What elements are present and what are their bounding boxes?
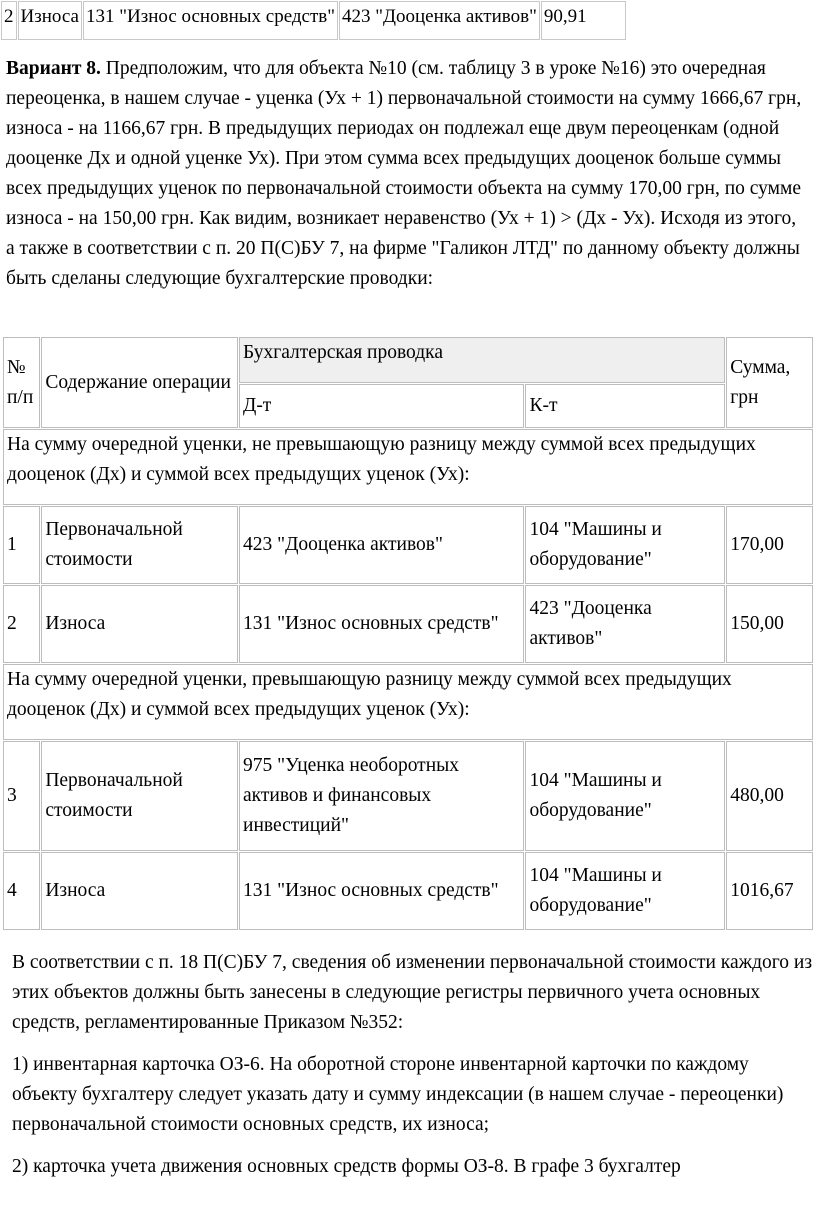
section-row (3, 664, 813, 740)
amount-cell: 90,91 (541, 1, 626, 40)
debit-cell: 131 "Износ основных средств" (83, 1, 338, 40)
outro-section (6, 948, 816, 1194)
intro-text: Предположим, что для объекта №10 (см. таблицу 3 в уроке №16) это очередная переоценка, в нашем случае - уценка (Ух + 1) первоначальной стоимости на сумму 1666,67 грн, износа - на 1166,67 грн. В предыдущих периодах он подлежал еще двум переоценкам (одной дооценке Дх и одной уценке Ух). При этом сумма всех предыдущих дооценок больше суммы всех предыдущих уценок по первоначальной стоимости объекта на сумму 170,00 грн, по сумме износа - на 150,00 грн. Как видим, возникает неравенство (Ух + 1) > (Дх - Ух). Исходя из этого, а также в соответствии с п. 20 П(С)БУ 7, на фирме "Галикон ЛТД" по данному объекту должны быть сделаны следующие бухгалтерские проводки: (6, 58, 802, 289)
row-credit: 423 "Дооценка активов" (525, 585, 725, 663)
row-amount: 170,00 (726, 506, 813, 584)
table-row (3, 506, 813, 584)
row-number-cell: 2 (1, 1, 17, 40)
row-credit: 104 "Машины и оборудование" (525, 852, 725, 930)
row-amount: 150,00 (726, 585, 813, 663)
header-amount: Сумма, грн (726, 337, 813, 428)
row-credit: 104 "Машины и оборудование" (525, 741, 725, 851)
outro-paragraph-2: 1) инвентарная карточка ОЗ-6. На оборотной стороне инвентарной карточки по каждому объекту бухгалтеру следует указать дату и сумму индексации (в нашем случае - переоценки) первоначальной стоимости основных средств, их износа; (12, 1054, 784, 1135)
row-debit: 975 "Уценка необоротных активов и финансовых инвестиций" (239, 741, 524, 851)
table-row (3, 585, 813, 663)
outro-paragraph-3: 2) карточка учета движения основных средств формы ОЗ-8. В графе 3 бухгалтер (12, 1156, 681, 1177)
row-amount: 1016,67 (726, 852, 813, 930)
row-content: Износа (41, 852, 238, 930)
header-content: Содержание операции (41, 337, 238, 428)
section-row (3, 429, 813, 505)
header-num: № п/п (3, 337, 40, 428)
entries-table (2, 336, 814, 931)
row-amount: 480,00 (726, 741, 813, 851)
row-debit: 423 "Дооценка активов" (239, 506, 524, 584)
row-num: 2 (3, 585, 40, 663)
header-debit: Д-т (239, 384, 524, 428)
variant-label: Вариант 8. (6, 58, 101, 79)
intro-paragraph (6, 54, 804, 294)
outro-paragraph-1: В соответствии с п. 18 П(С)БУ 7, сведения об изменении первоначальной стоимости каждого из этих объектов должны быть занесены в следующие регистры первичного учета основных средств, регламентированные Приказом №352: (12, 952, 813, 1033)
table-row (3, 741, 813, 851)
table-row (1, 1, 626, 40)
row-content: Первоначальной стоимости (41, 506, 238, 584)
intro-section (0, 54, 810, 294)
row-content: Первоначальной стоимости (41, 741, 238, 851)
row-num: 1 (3, 506, 40, 584)
table-row (3, 852, 813, 930)
row-credit: 104 "Машины и оборудование" (525, 506, 725, 584)
header-row (3, 337, 813, 383)
previous-table-fragment (0, 0, 627, 41)
row-content: Износа (41, 585, 238, 663)
row-debit: 131 "Износ основных средств" (239, 852, 524, 930)
operation-cell: Износа (18, 1, 82, 40)
section-1-caption: На сумму очередной уценки, не превышающую разницу между суммой всех предыдущих дооценок (Дх) и суммой всех предыдущих уценок (Ух): (3, 429, 813, 505)
credit-cell: 423 "Дооценка активов" (339, 1, 540, 40)
row-num: 4 (3, 852, 40, 930)
row-num: 3 (3, 741, 40, 851)
header-entry: Бухгалтерская проводка (239, 337, 725, 383)
row-debit: 131 "Износ основных средств" (239, 585, 524, 663)
header-credit: К-т (525, 384, 725, 428)
section-2-caption: На сумму очередной уценки, превышающую разницу между суммой всех предыдущих дооценок (Дх) и суммой всех предыдущих уценок (Ух): (3, 664, 813, 740)
